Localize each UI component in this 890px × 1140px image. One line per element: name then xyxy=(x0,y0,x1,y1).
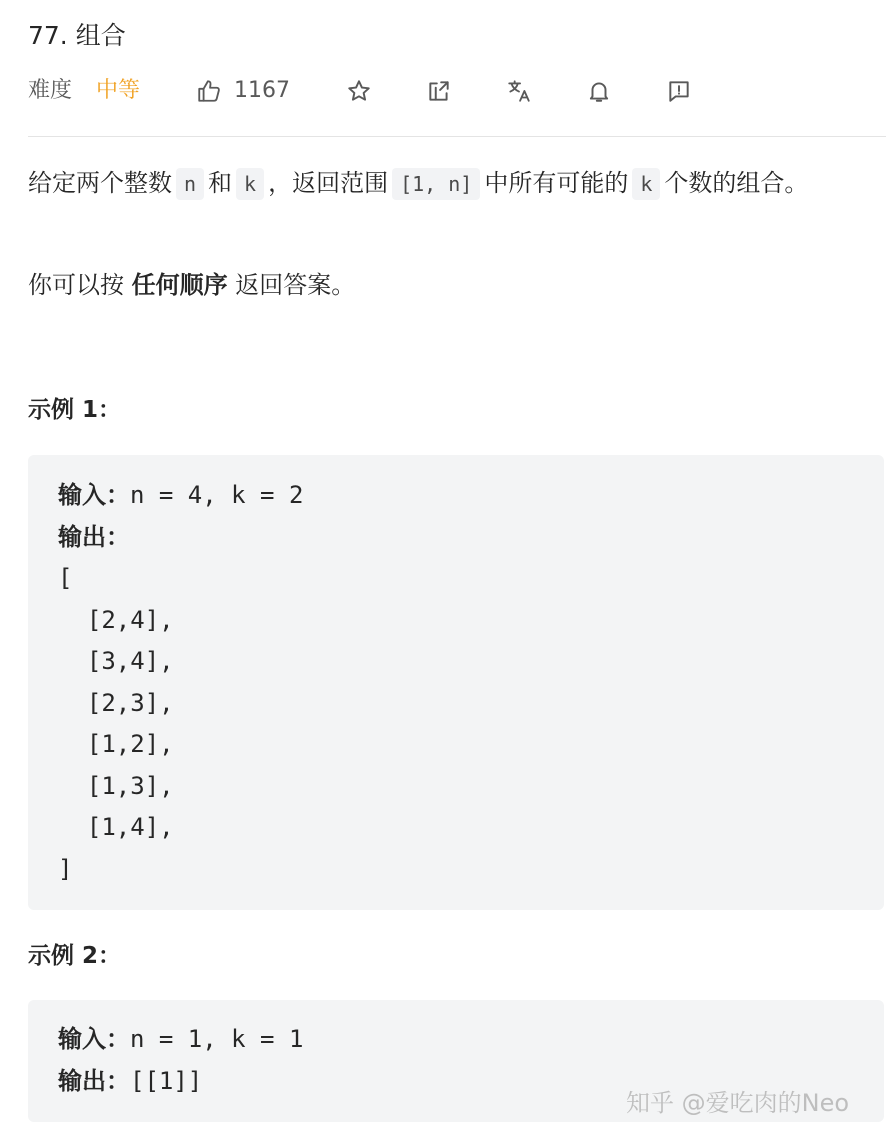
problem-toolbar xyxy=(28,72,888,110)
input-value: n = 4, k = 2 xyxy=(130,481,304,509)
output-label: 输出： xyxy=(58,1066,130,1095)
description-text: 中所有可能的 xyxy=(484,169,629,197)
output-line: [2,3], xyxy=(58,688,174,717)
output-line: [2,4], xyxy=(58,605,174,634)
example-1-title: 示例 1： xyxy=(28,397,122,423)
translate-icon[interactable] xyxy=(504,76,534,106)
description-text: 返回答案。 xyxy=(235,271,356,299)
output-value: [[1]] xyxy=(130,1066,203,1095)
like-count: 1167 xyxy=(234,78,290,103)
example-1-code-block xyxy=(28,455,884,910)
watermark: 知乎 @爱吃肉的Neo xyxy=(626,1089,850,1117)
example-1-input-line xyxy=(58,475,884,517)
description-text: ，返回范围 xyxy=(268,169,389,197)
output-line: [1,3], xyxy=(58,771,174,800)
output-line: [3,4], xyxy=(58,647,174,675)
input-value: n = 1, k = 1 xyxy=(130,1025,304,1053)
thumbs-up-icon[interactable] xyxy=(194,76,224,106)
bell-icon[interactable] xyxy=(584,76,614,106)
description-paragraph-1 xyxy=(28,164,868,203)
difficulty-value: 中等 xyxy=(96,78,141,103)
example-2-input-line xyxy=(58,1019,884,1061)
description-paragraph-2 xyxy=(28,266,868,304)
code-range: [1, n] xyxy=(392,168,480,200)
description-text: 你可以按 xyxy=(28,271,124,299)
description-text: 个数的组合。 xyxy=(664,169,809,197)
feedback-icon[interactable] xyxy=(664,76,694,106)
header-divider xyxy=(28,136,886,137)
star-icon[interactable] xyxy=(344,76,374,106)
code-k: k xyxy=(632,168,660,200)
share-icon[interactable] xyxy=(424,76,454,106)
example-1-output-line xyxy=(58,517,884,559)
description-text: 和 xyxy=(208,169,233,197)
output-label: 输出： xyxy=(58,522,130,551)
description-text: 给定两个整数 xyxy=(28,169,172,197)
output-line: ] xyxy=(58,854,73,883)
output-line: [ xyxy=(58,564,73,592)
input-label: 输入： xyxy=(58,1025,130,1053)
output-line: [1,2], xyxy=(58,730,174,758)
problem-title: 77. 组合 xyxy=(28,21,126,50)
output-line: [1,4], xyxy=(58,813,174,841)
description-emphasis: 任何顺序 xyxy=(131,271,228,299)
example-2-title: 示例 2： xyxy=(28,943,122,969)
input-label: 输入： xyxy=(58,481,130,509)
difficulty-label: 难度 xyxy=(28,78,73,103)
code-n: n xyxy=(176,168,204,200)
code-k: k xyxy=(236,168,264,200)
